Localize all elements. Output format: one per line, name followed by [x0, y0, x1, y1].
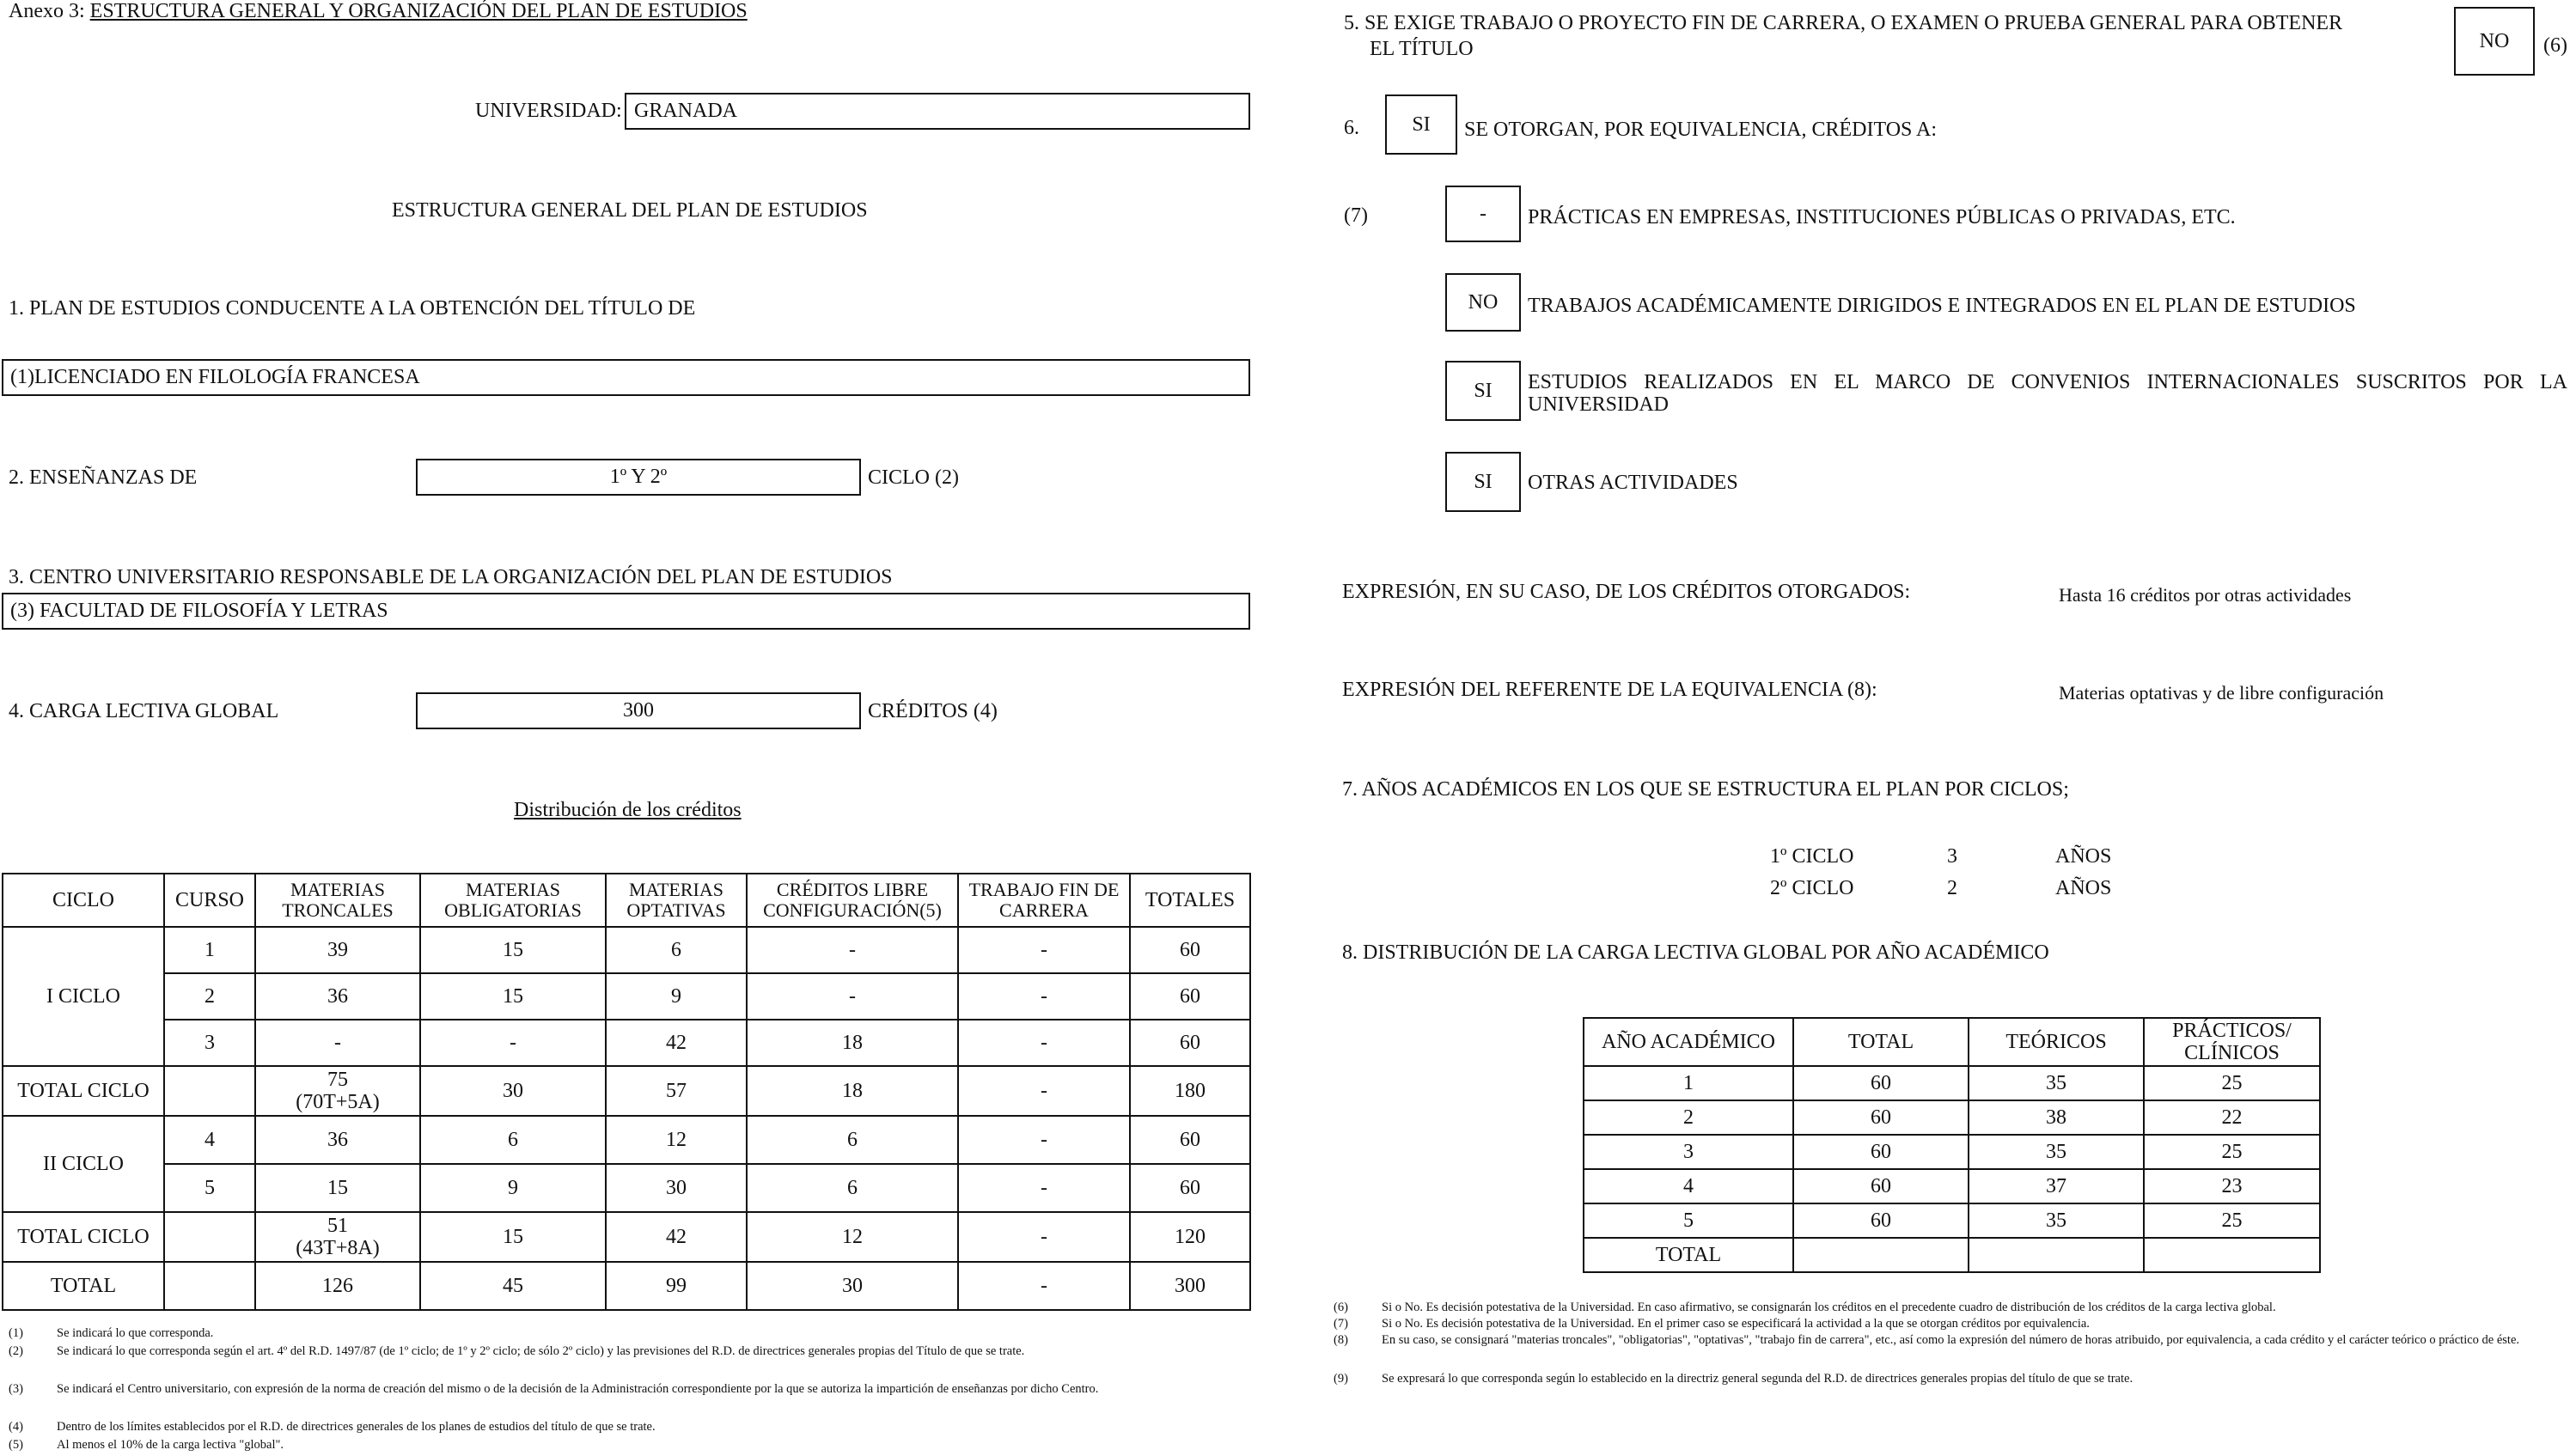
footnote-text: Se indicará lo que corresponda según el art. 4º del R.D. 1497/87 (de 1º ciclo; de 1º y 2º ciclo; de sólo 2º ciclo) y las previsiones del R.D. de directrices generales propias del Título de que se trate.	[57, 1344, 1025, 1358]
item7-cycle: 1º CICLO	[1770, 845, 1854, 868]
table-cell: 60	[1793, 1066, 1969, 1100]
table-row-total	[3, 1262, 1250, 1310]
footnote-text: En su caso, se consignará "materias troncales", "obligatorias", "optativas", "trabajo fin de carrera", etc., así como la expresión del número de horas atribuido, por equivalencia, a cada crédito y el carácter teórico o práctico de éste.	[1382, 1333, 2520, 1347]
table-cell: 30	[747, 1262, 958, 1310]
header-total: TOTAL	[1793, 1018, 1969, 1066]
table-cell: 5	[1584, 1203, 1793, 1238]
footnote-number: (1)	[9, 1326, 23, 1340]
footnote-text: Al menos el 10% de la carga lectiva "global".	[57, 1438, 284, 1452]
item5-value: NO	[2479, 29, 2510, 52]
table-cell: 42	[606, 1212, 747, 1262]
header-practicos: PRÁCTICOS/ CLÍNICOS	[2144, 1018, 2320, 1066]
table-cell: 2	[164, 973, 255, 1020]
table-cell: 60	[1793, 1169, 1969, 1203]
table-cell: 18	[747, 1066, 958, 1116]
footnote	[9, 1326, 1246, 1343]
footnote-text: Se expresará lo que corresponda según lo establecido en la directriz general segunda del R.D. de directrices generales propias del título de que se trate.	[1382, 1372, 2134, 1386]
table-cell: 25	[2144, 1135, 2320, 1169]
table-cell: 30	[606, 1164, 747, 1212]
table-cell	[1793, 1238, 1969, 1272]
table-cell: 15	[420, 1212, 606, 1262]
table-cell: -	[958, 1020, 1130, 1066]
table-cell: 9	[606, 973, 747, 1020]
table-cell: 36	[255, 973, 420, 1020]
table-cell: 18	[747, 1020, 958, 1066]
footnote	[9, 1344, 1246, 1379]
footnote	[9, 1438, 1246, 1455]
table-cell: 60	[1130, 1020, 1250, 1066]
footnote-number: (2)	[9, 1344, 23, 1358]
table-cell: -	[958, 927, 1130, 973]
item2-value: 1º Y 2º	[609, 466, 668, 488]
table-cell: 35	[1969, 1203, 2144, 1238]
footnote-number: (5)	[9, 1438, 23, 1452]
table-cell: -	[747, 973, 958, 1020]
table-cell: -	[255, 1020, 420, 1066]
table-cell	[164, 1066, 255, 1116]
table-cell: 12	[747, 1212, 958, 1262]
section-heading: ESTRUCTURA GENERAL DEL PLAN DE ESTUDIOS	[392, 199, 868, 222]
item7-label: 7. AÑOS ACADÉMICOS EN LOS QUE SE ESTRUCTURA EL PLAN POR CICLOS;	[1342, 778, 2069, 801]
table-cell: -	[958, 1116, 1130, 1164]
table-cell: -	[958, 1066, 1130, 1116]
header-teoricos: TEÓRICOS	[1969, 1018, 2144, 1066]
header-optativas: MATERIAS OPTATIVAS	[606, 874, 747, 927]
item1-value: (1)LICENCIADO EN FILOLOGÍA FRANCESA	[10, 366, 420, 388]
item4-label: 4. CARGA LECTIVA GLOBAL	[9, 700, 279, 722]
table-cell: 35	[1969, 1066, 2144, 1100]
table-cell: TOTAL	[1584, 1238, 1793, 1272]
table-cell: -	[420, 1020, 606, 1066]
table-row-total-ciclo	[3, 1212, 1250, 1262]
table-cell	[164, 1262, 255, 1310]
table-row	[1584, 1135, 2320, 1169]
table-cell: 37	[1969, 1169, 2144, 1203]
item2-label: 2. ENSEÑANZAS DE	[9, 466, 198, 489]
header-troncales: MATERIAS TRONCALES	[255, 874, 420, 927]
table-cell: 120	[1130, 1212, 1250, 1262]
table-cell: 4	[164, 1116, 255, 1164]
equivalence-text-continued: UNIVERSIDAD	[1528, 393, 1669, 416]
equivalence-value: NO	[1468, 290, 1499, 314]
item8-label: 8. DISTRIBUCIÓN DE LA CARGA LECTIVA GLOBAL POR AÑO ACADÉMICO	[1342, 941, 2049, 964]
footnote-number: (6)	[1334, 1301, 1348, 1314]
table-cell: 99	[606, 1262, 747, 1310]
table-cell: 60	[1130, 973, 1250, 1020]
table-cell: 60	[1793, 1135, 1969, 1169]
table-cell: 60	[1793, 1203, 1969, 1238]
footnote-number: (7)	[1334, 1317, 1348, 1331]
item2-suffix: CICLO (2)	[868, 466, 959, 489]
equivalence-text: TRABAJOS ACADÉMICAMENTE DIRIGIDOS E INTEGRADOS EN EL PLAN DE ESTUDIOS	[1528, 295, 2356, 317]
ciclo-cell: II CICLO	[3, 1116, 164, 1212]
equivalence-value: -	[1480, 202, 1486, 225]
table-cell: -	[958, 973, 1130, 1020]
credits-expr-value: Hasta 16 créditos por otras actividades	[2059, 584, 2352, 606]
referent-expr-label: EXPRESIÓN DEL REFERENTE DE LA EQUIVALENCIA (8):	[1342, 679, 1877, 701]
table-cell: 51 (43T+8A)	[255, 1212, 420, 1262]
table-row	[3, 1020, 1250, 1066]
item5-line2: EL TÍTULO	[1370, 38, 1474, 60]
credits-expr-label: EXPRESIÓN, EN SU CASO, DE LOS CRÉDITOS OTORGADOS:	[1342, 581, 1911, 603]
header-totales: TOTALES	[1130, 874, 1250, 927]
table-cell: 15	[255, 1164, 420, 1212]
table-cell: 57	[606, 1066, 747, 1116]
table-cell: 6	[747, 1116, 958, 1164]
footnote	[1334, 1333, 2562, 1368]
footnote-number: (9)	[1334, 1372, 1348, 1386]
table-cell	[2144, 1238, 2320, 1272]
yearly-load-table	[1583, 1017, 2321, 1273]
item7-years: 3	[1947, 845, 1957, 868]
item7-unit: AÑOS	[2055, 877, 2112, 899]
equivalence-text: OTRAS ACTIVIDADES	[1528, 472, 1738, 494]
yearly-header-row	[1584, 1018, 2320, 1066]
item5-line1: 5. SE EXIGE TRABAJO O PROYECTO FIN DE CARRERA, O EXAMEN O PRUEBA GENERAL PARA OBTENER	[1344, 12, 2343, 34]
table-row	[3, 927, 1250, 973]
table-cell: 15	[420, 973, 606, 1020]
table-cell: 1	[164, 927, 255, 973]
table-cell: 25	[2144, 1066, 2320, 1100]
table-cell: 38	[1969, 1100, 2144, 1135]
item7-cycle: 2º CICLO	[1770, 877, 1854, 899]
annex-title	[9, 0, 748, 23]
footnote-number: (8)	[1334, 1333, 1348, 1347]
table-cell: 36	[255, 1116, 420, 1164]
table-row	[1584, 1169, 2320, 1203]
annex-prefix: Anexo 3:	[9, 0, 85, 22]
table-row	[3, 973, 1250, 1020]
table-cell: -	[958, 1212, 1130, 1262]
table-cell: 6	[420, 1116, 606, 1164]
item7-years: 2	[1947, 877, 1957, 899]
table-cell: 35	[1969, 1135, 2144, 1169]
footnote-text: Si o No. Es decisión potestativa de la Universidad. En el primer caso se especificará la actividad a la que se otorgan créditos por equivalencia.	[1382, 1317, 2090, 1331]
footnote-number: (4)	[9, 1420, 23, 1434]
table-cell	[1969, 1238, 2144, 1272]
footnote-text: Se indicará el Centro universitario, con expresión de la norma de creación del mismo o de la decisión de la Administración correspondiente por la que se autoriza la impartición de enseñanzas por dicho Centro.	[57, 1382, 1099, 1396]
table-cell: 2	[1584, 1100, 1793, 1135]
header-curso: CURSO	[164, 874, 255, 927]
table-cell: 300	[1130, 1262, 1250, 1310]
footnote	[1334, 1372, 2562, 1389]
table-cell: 30	[420, 1066, 606, 1116]
table-cell: 45	[420, 1262, 606, 1310]
table-cell: 60	[1130, 927, 1250, 973]
distribution-title: Distribución de los créditos	[514, 799, 742, 821]
footnote	[1334, 1317, 2562, 1334]
table-cell: 15	[420, 927, 606, 973]
item6-text: SE OTORGAN, POR EQUIVALENCIA, CRÉDITOS A:	[1464, 119, 1938, 141]
table-cell: 42	[606, 1020, 747, 1066]
table-cell: 60	[1793, 1100, 1969, 1135]
item6-number: 6.	[1344, 117, 1359, 139]
table-cell: 12	[606, 1116, 747, 1164]
footnote-text: Dentro de los límites establecidos por el R.D. de directrices generales de los planes de estudios del título de que se trate.	[57, 1420, 656, 1434]
footnote	[9, 1420, 1246, 1437]
university-label: UNIVERSIDAD:	[475, 100, 622, 122]
table-row	[3, 1164, 1250, 1212]
item5-note: (6)	[2543, 34, 2567, 57]
table-row	[1584, 1203, 2320, 1238]
item1-label: 1. PLAN DE ESTUDIOS CONDUCENTE A LA OBTENCIÓN DEL TÍTULO DE	[9, 297, 696, 320]
table-cell: 4	[1584, 1169, 1793, 1203]
equivalences-note: (7)	[1344, 204, 1368, 227]
table-row-total-ciclo	[3, 1066, 1250, 1116]
equivalence-text: ESTUDIOS REALIZADOS EN EL MARCO DE CONVENIOS INTERNACIONALES SUSCRITOS POR LA	[1528, 371, 2567, 393]
referent-expr-value: Materias optativas y de libre configuración	[2059, 682, 2384, 704]
footnote	[1334, 1301, 2562, 1318]
table-cell: 60	[1130, 1164, 1250, 1212]
item4-value: 300	[623, 699, 654, 722]
table-cell: 5	[164, 1164, 255, 1212]
ciclo-cell: I CICLO	[3, 927, 164, 1066]
header-ciclo: CICLO	[3, 874, 164, 927]
table-cell: 22	[2144, 1100, 2320, 1135]
distribution-header-row	[3, 874, 1250, 927]
header-obligatorias: MATERIAS OBLIGATORIAS	[420, 874, 606, 927]
table-cell: 3	[164, 1020, 255, 1066]
header-libre-configuracion: CRÉDITOS LIBRE CONFIGURACIÓN(5)	[747, 874, 958, 927]
table-cell: 6	[747, 1164, 958, 1212]
header-ano-academico: AÑO ACADÉMICO	[1584, 1018, 1793, 1066]
table-cell: -	[958, 1262, 1130, 1310]
item7-unit: AÑOS	[2055, 845, 2112, 868]
table-cell: TOTAL CICLO	[3, 1066, 164, 1116]
footnote	[9, 1382, 1246, 1416]
equivalence-value: SI	[1474, 470, 1493, 493]
table-row	[3, 1116, 1250, 1164]
university-value: GRANADA	[634, 100, 737, 122]
table-cell: 23	[2144, 1169, 2320, 1203]
table-cell: -	[747, 927, 958, 973]
table-row	[1584, 1066, 2320, 1100]
header-trabajo-fin: TRABAJO FIN DE CARRERA	[958, 874, 1130, 927]
table-row	[1584, 1100, 2320, 1135]
table-cell: TOTAL CICLO	[3, 1212, 164, 1262]
item6-value: SI	[1412, 113, 1431, 136]
equivalence-text: PRÁCTICAS EN EMPRESAS, INSTITUCIONES PÚBLICAS O PRIVADAS, ETC.	[1528, 206, 2236, 228]
table-cell: 39	[255, 927, 420, 973]
footnote-text: Se indicará lo que corresponda.	[57, 1326, 214, 1340]
table-cell: 75 (70T+5A)	[255, 1066, 420, 1116]
footnote-number: (3)	[9, 1382, 23, 1396]
item4-suffix: CRÉDITOS (4)	[868, 700, 998, 722]
table-cell: 6	[606, 927, 747, 973]
equivalence-value: SI	[1474, 379, 1493, 402]
table-cell: 3	[1584, 1135, 1793, 1169]
table-cell: -	[958, 1164, 1130, 1212]
table-cell: 9	[420, 1164, 606, 1212]
table-cell: 180	[1130, 1066, 1250, 1116]
footnote-text: Si o No. Es decisión potestativa de la Universidad. En caso afirmativo, se consignarán los créditos en el precedente cuadro de distribución de los créditos de la carga lectiva global.	[1382, 1301, 2276, 1314]
item3-value: (3) FACULTAD DE FILOSOFÍA Y LETRAS	[10, 600, 388, 622]
table-cell: 1	[1584, 1066, 1793, 1100]
annex-title-text: ESTRUCTURA GENERAL Y ORGANIZACIÓN DEL PLAN DE ESTUDIOS	[89, 0, 748, 22]
table-cell: TOTAL	[3, 1262, 164, 1310]
table-cell: 60	[1130, 1116, 1250, 1164]
table-row-total	[1584, 1238, 2320, 1272]
item3-label: 3. CENTRO UNIVERSITARIO RESPONSABLE DE LA ORGANIZACIÓN DEL PLAN DE ESTUDIOS	[9, 566, 893, 588]
table-cell: 25	[2144, 1203, 2320, 1238]
table-cell: 126	[255, 1262, 420, 1310]
distribution-table	[2, 873, 1251, 1311]
table-cell	[164, 1212, 255, 1262]
